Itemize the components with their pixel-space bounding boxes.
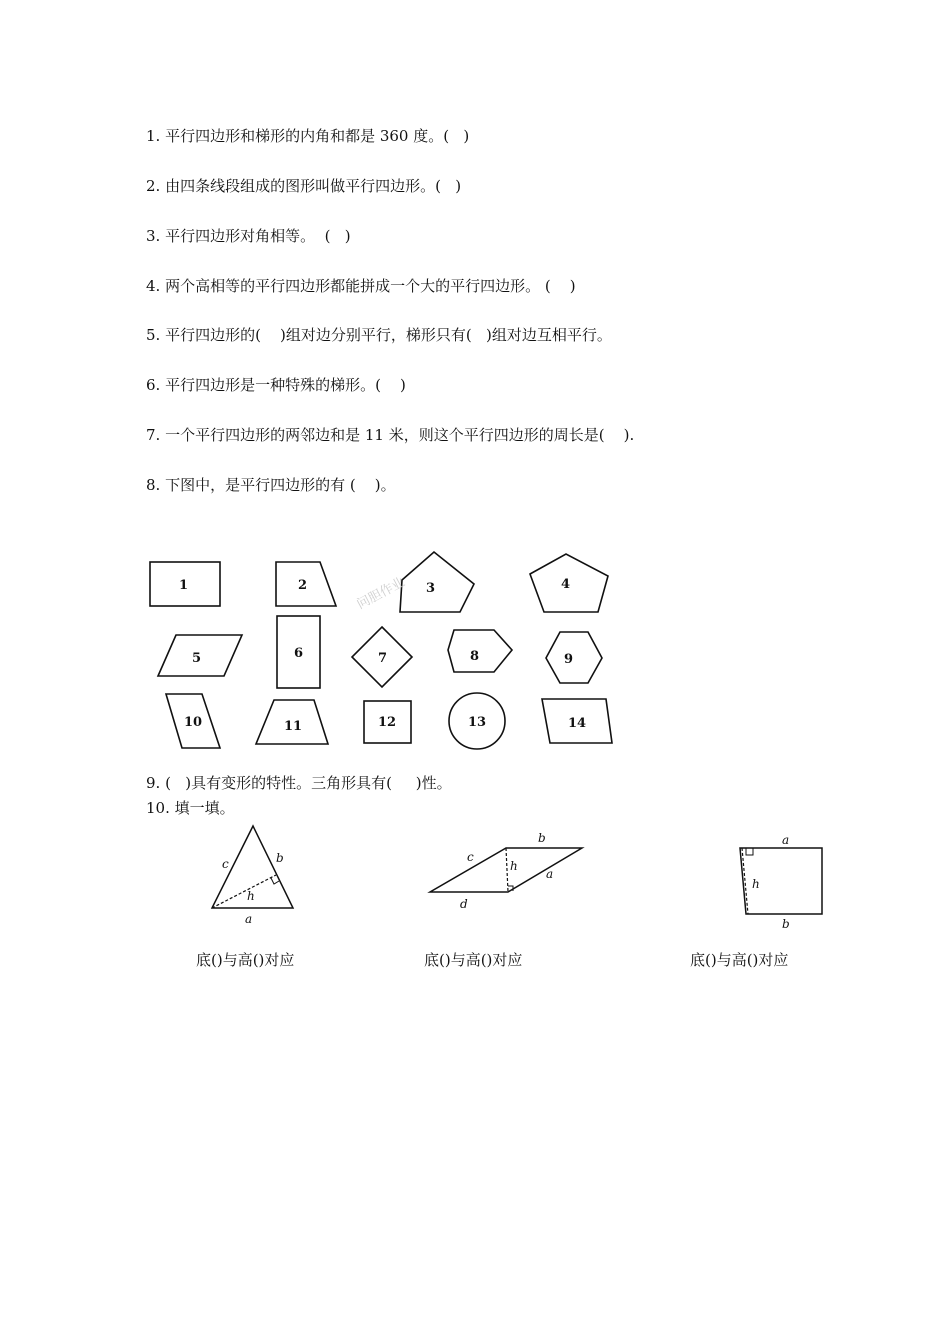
shape-label-9: 9 [564, 652, 574, 667]
shape-label-10: 10 [184, 715, 203, 730]
shape-label-8: 8 [470, 649, 480, 664]
shape-label-12: 12 [378, 715, 397, 730]
question-8: 8. 下图中，是平行四边形的有 ( )。 [146, 476, 396, 494]
triangle-label-a: a [245, 912, 253, 926]
question-9: 9. ( )具有变形的特性。三角形具有( )性。 [146, 774, 452, 792]
parallelogram-label-d: d [460, 897, 468, 911]
question-10: 10. 填一填。 [146, 799, 235, 817]
parallelogram-label-a: a [546, 867, 554, 881]
shape-label-13: 13 [468, 715, 487, 730]
shape-label-11: 11 [284, 719, 303, 734]
shape-label-4: 4 [561, 577, 571, 592]
shape-label-14: 14 [568, 716, 587, 731]
shape-label-3: 3 [426, 581, 436, 596]
question-2: 2. 由四条线段组成的图形叫做平行四边形。( ) [146, 177, 462, 195]
parallelogram-label-h: h [510, 859, 518, 873]
shape-9-hexagon [546, 632, 602, 683]
shape-8-hexagon [448, 630, 512, 672]
triangle-label-h: h [247, 889, 255, 903]
triangle-figure [200, 822, 310, 932]
caption-parallelogram: 底()与高()对应 [424, 951, 523, 969]
shapes-figure [140, 540, 640, 760]
caption-triangle: 底()与高()对应 [196, 951, 295, 969]
caption-rectangle: 底()与高()对应 [690, 951, 789, 969]
shape-label-2: 2 [298, 578, 308, 593]
question-3: 3. 平行四边形对角相等。 ( ) [146, 227, 351, 245]
shape-label-6: 6 [294, 646, 304, 661]
parallelogram-label-c: c [467, 850, 474, 864]
triangle-label-b: b [276, 851, 284, 865]
triangle-label-c: c [222, 857, 229, 871]
shape-label-1: 1 [179, 578, 189, 593]
shape-label-7: 7 [378, 651, 388, 666]
rectangle-label-a: a [782, 833, 790, 847]
rectangle-figure [728, 830, 838, 935]
parallelogram-label-b: b [538, 831, 546, 845]
shape-label-5: 5 [192, 651, 202, 666]
shape-3-pentagon [400, 552, 474, 612]
question-5: 5. 平行四边形的( )组对边分别平行，梯形只有( )组对边互相平行。 [146, 326, 612, 344]
question-6: 6. 平行四边形是一种特殊的梯形。( ) [146, 376, 406, 394]
parallelogram-figure [420, 828, 590, 918]
rectangle-label-h: h [752, 877, 760, 891]
question-4: 4. 两个高相等的平行四边形都能拼成一个大的平行四边形。 ( ) [146, 277, 576, 295]
rectangle-label-b: b [782, 917, 790, 931]
watermark: 问胆作业 [354, 574, 408, 613]
question-7: 7. 一个平行四边形的两邻边和是 11 米，则这个平行四边形的周长是( ). [146, 426, 635, 444]
question-1: 1. 平行四边形和梯形的内角和都是 360 度。( ) [146, 127, 470, 145]
